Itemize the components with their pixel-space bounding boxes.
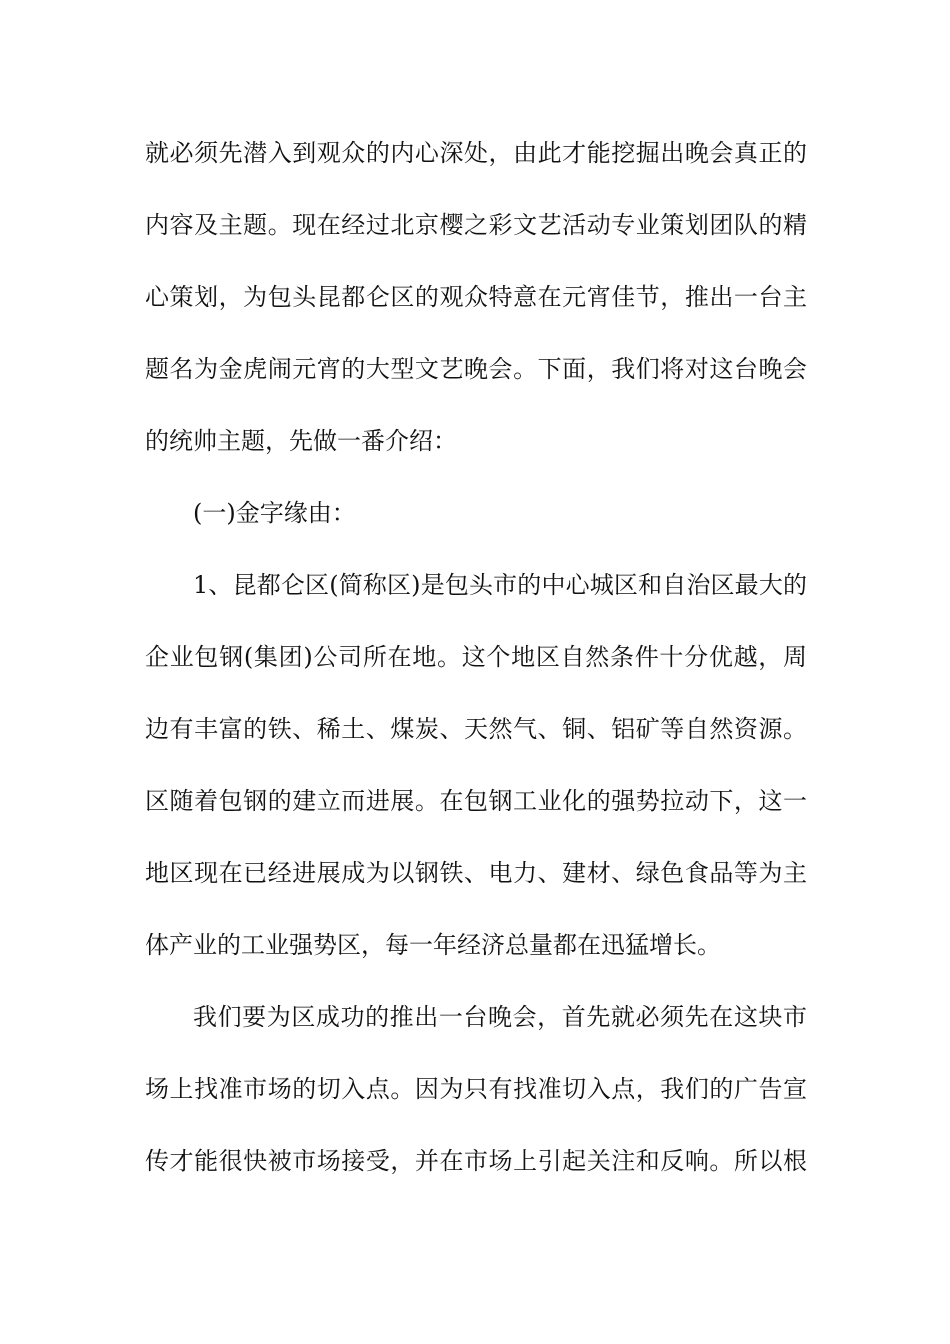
text-line-8: 企业包钢(集团)公司所在地。这个地区自然条件十分优越，周 (145, 643, 807, 671)
text-line-14: 场上找准市场的切入点。因为只有找准切入点，我们的广告宣 (145, 1075, 807, 1103)
text-line-5: 的统帅主题，先做一番介绍： (145, 427, 457, 455)
text-line-2: 内容及主题。现在经过北京樱之彩文艺活动专业策划团队的精 (145, 211, 807, 239)
section-heading: (一)金字缘由： (193, 499, 356, 527)
text-line-4: 题名为金虎闹元宵的大型文艺晚会。下面，我们将对这台晚会 (145, 355, 807, 383)
text-line-9: 边有丰富的铁、稀土、煤炭、天然气、铜、铝矿等自然资源。 (145, 715, 807, 743)
text-line-3: 心策划，为包头昆都仑区的观众特意在元宵佳节，推出一台主 (145, 283, 807, 311)
text-line-12: 体产业的工业强势区，每一年经济总量都在迅猛增长。 (145, 931, 721, 959)
text-line-1: 就必须先潜入到观众的内心深处，由此才能挖掘出晚会真正的 (145, 139, 807, 167)
text-line-15: 传才能很快被市场接受，并在市场上引起关注和反响。所以根 (145, 1147, 807, 1175)
text-line-7: 1、昆都仑区(简称区)是包头市的中心城区和自治区最大的 (193, 571, 807, 599)
text-line-10: 区随着包钢的建立而进展。在包钢工业化的强势拉动下，这一 (145, 787, 807, 815)
text-line-13: 我们要为区成功的推出一台晚会，首先就必须先在这块市 (193, 1003, 807, 1031)
text-line-11: 地区现在已经进展成为以钢铁、电力、建材、绿色食品等为主 (145, 859, 807, 887)
